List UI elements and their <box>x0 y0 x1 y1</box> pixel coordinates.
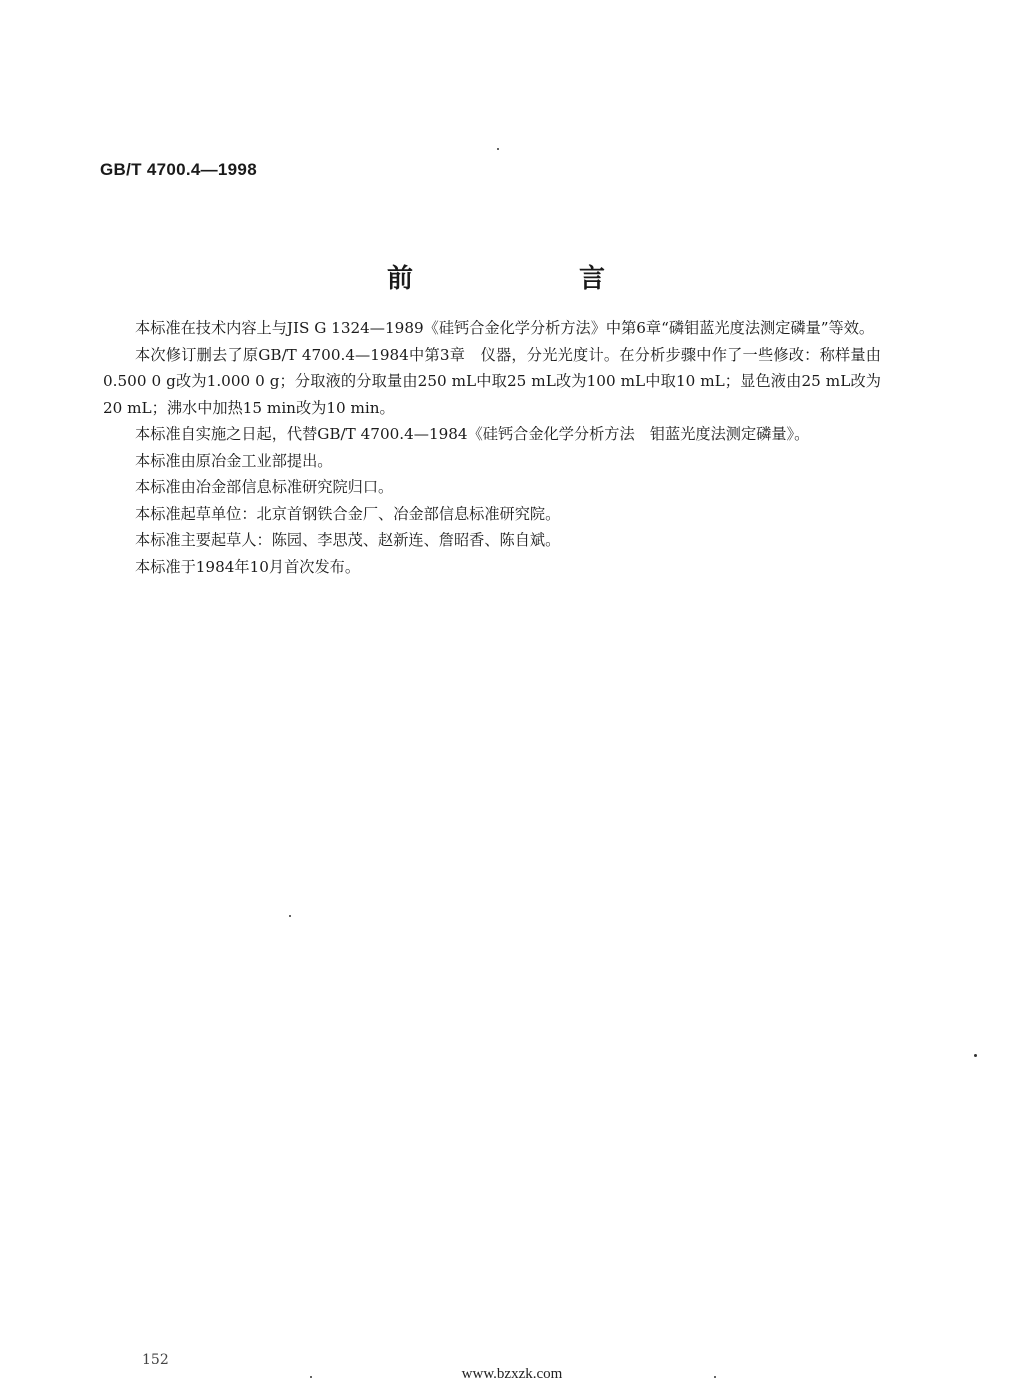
page-title: 前 言 <box>386 264 675 294</box>
scan-speck <box>497 148 499 150</box>
paragraph-drafting-units: 本标准起草单位：北京首钢铁合金厂、冶金部信息标准研究院。 <box>135 504 561 523</box>
paragraph-first-issue: 本标准于1984年10月首次发布。 <box>135 557 361 576</box>
paragraph-drafters: 本标准主要起草人：陈园、李思茂、赵新连、詹昭香、陈自斌。 <box>135 531 561 549</box>
standard-code: GB/T 4700.4—1998 <box>100 160 257 179</box>
scan-speck <box>714 1376 716 1378</box>
scan-speck <box>310 1376 312 1378</box>
scan-speck <box>974 1054 977 1057</box>
paragraph-replacement: 本标准自实施之日起，代替GB/T 4700.4—1984《硅钙合金化学分析方法 钼蓝光度法测定磷量》。 <box>135 425 810 443</box>
paragraph-centralized: 本标准由冶金部信息标准研究院归口。 <box>135 478 394 496</box>
paragraph-equivalence: 本标准在技术内容上与JIS G 1324—1989《硅钙合金化学分析方法》中第6章“磷钼蓝光度法测定磷量”等效。 <box>135 319 875 337</box>
paragraph-revision: 本次修订删去了原GB/T 4700.4—1984中第3章 仪器，分光光度计。在分析步骤中作了一些修改：称样量由0.500 0 g改为1.000 0 g；分取液的分取量由250 mL中取25 mL改为100 mL中取10 mL；显色液由25 mL改为20 mL；沸水中加热15 min改为10 min。 <box>103 345 881 417</box>
preface-body <box>103 315 881 580</box>
scan-speck <box>289 915 291 917</box>
footer-url: www.bzxzk.com <box>461 1366 563 1382</box>
paragraph-proposer: 本标准由原冶金工业部提出。 <box>135 451 333 470</box>
page-number: 152 <box>142 1352 169 1368</box>
